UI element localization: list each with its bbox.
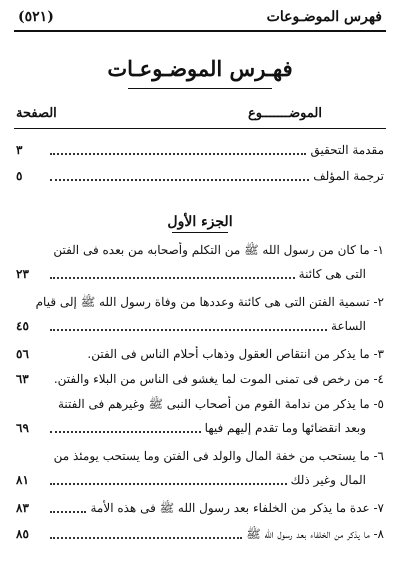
leader-dots (50, 321, 327, 331)
front-matter-entry (16, 168, 384, 184)
entry-page: ٣ (16, 143, 23, 157)
entry-line: ١- ما كان من رسول الله ﷺ من التكلم وأصحابه من بعده فى الفتن (53, 243, 384, 257)
entry-title: ٣- ما يذكر من انتقاص العقول وذهاب أحلام الناس فى الفتن. (87, 347, 384, 361)
entry-page: ٨١ (16, 473, 29, 487)
entry-page: ٦٩ (16, 421, 29, 435)
toc-entry (16, 500, 384, 516)
page-number: (٥٢١) (18, 9, 54, 25)
entry-page: ٨٥ (16, 527, 29, 541)
entry-page: ٥ (16, 169, 23, 183)
toc-entry (16, 526, 384, 542)
entry-line: ٦- ما يستحب من خفة المال والولد فى الفتن وما يستحب يومئذ من (53, 449, 384, 463)
running-header (18, 6, 382, 28)
entry-title: ٤- من رخص فى تمنى الموت لما يغشو فى الناس من البلاء والفتن. (53, 372, 384, 386)
header-rule (14, 30, 386, 32)
toc-entry (16, 420, 384, 436)
entry-title: التى هى كائنة (298, 267, 366, 281)
entry-title: ترجمة المؤلف (313, 169, 384, 183)
entry-line: ٥- ما يذكر من ندامة القوم من أصحاب النبى ﷺ وغيرهم فى الفتنة (57, 397, 384, 411)
part-underline (172, 232, 228, 233)
entry-title: ٧- عدة ما يذكر من الخلفاء بعد رسول الله ﷺ فى هذه الأمة (90, 501, 384, 515)
title-underline (128, 88, 272, 89)
entry-title: المال وغير ذلك (290, 473, 366, 487)
toc-entry (16, 346, 384, 362)
toc-entry (16, 266, 384, 282)
column-header-rule (14, 128, 386, 129)
entry-title: وبعد انقضائها وما تقدم إليهم فيها (204, 421, 366, 435)
toc-entry (16, 371, 384, 387)
entry-title: الساعة (331, 319, 366, 333)
leader-dots (50, 423, 201, 433)
entry-title: مقدمة التحقيق (310, 143, 384, 157)
leader-dots (50, 529, 242, 539)
leader-dots (50, 475, 287, 485)
entry-page: ٥٦ (16, 347, 29, 361)
part-title: الجزء الأول (167, 214, 233, 230)
running-title: فهرس الموضـوعات (266, 9, 382, 25)
entry-title: ٨- ما يذكر من الخلفاء بعد رسول الله ﷺ (246, 527, 384, 541)
leader-gap (50, 349, 83, 359)
entry-page: ٢٣ (16, 267, 29, 281)
entry-page: ٨٣ (16, 501, 29, 515)
leader-dots (50, 145, 306, 155)
page-title: فهـرس الموضـوعـات (107, 56, 293, 81)
leader-dots (50, 269, 295, 279)
subject-column-header: الموضـــــــوع (248, 106, 322, 121)
front-matter-entry (16, 142, 384, 158)
leader-dots (50, 171, 309, 181)
entry-line: ٢- تسمية الفتن التى هى كائنة وعددها من وفاة رسول الله ﷺ إلى قيام (35, 295, 384, 309)
entry-page: ٤٥ (16, 319, 29, 333)
leader-dots (50, 503, 86, 513)
toc-entry (16, 472, 384, 488)
entry-page: ٦٣ (16, 372, 29, 386)
column-headers (16, 106, 384, 126)
page-column-header: الصفحة (16, 106, 57, 121)
toc-entry (16, 318, 384, 334)
